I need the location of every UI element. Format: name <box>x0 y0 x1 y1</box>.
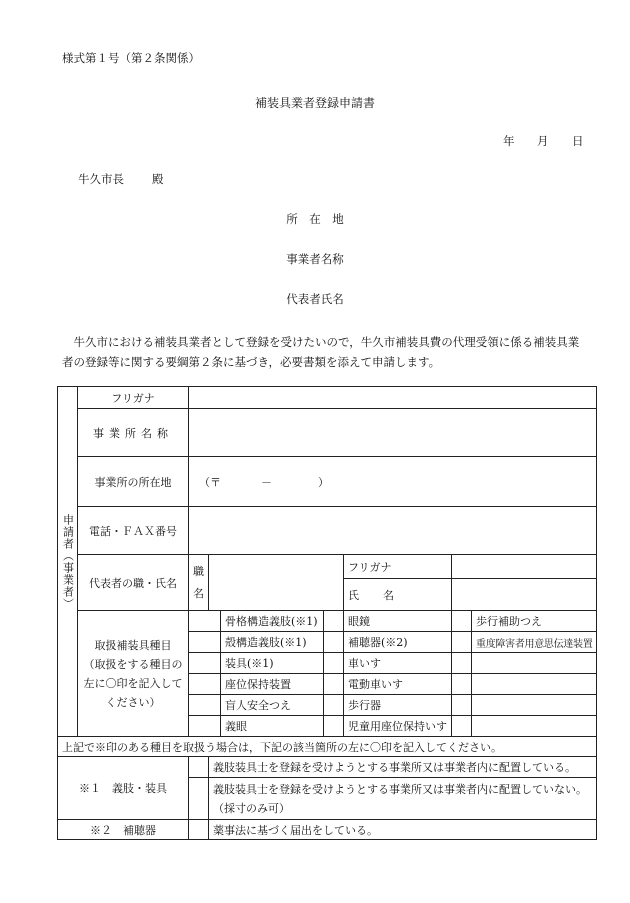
application-form-table <box>57 386 597 840</box>
postal-close: ） <box>318 475 329 489</box>
type-checkbox[interactable] <box>189 653 221 674</box>
addressee-name: 牛久市長 <box>78 172 124 186</box>
document-title: 補装具業者登録申請書 <box>254 96 375 110</box>
phone-fax-field[interactable] <box>189 507 597 555</box>
type-label: 車いす <box>344 653 452 674</box>
type-label: 盲人安全つえ <box>221 695 324 716</box>
limb-label: ※１ 義肢・装具 <box>58 757 189 820</box>
addressee-honorific: 殿 <box>152 172 164 186</box>
hearing-option: 薬事法に基づく届出をしている。 <box>209 820 597 840</box>
office-address-field[interactable] <box>189 457 597 507</box>
type-checkbox[interactable] <box>189 632 221 653</box>
type-label: 重度障害者用意思伝達装置 <box>472 632 597 653</box>
furigana-field[interactable] <box>189 387 597 409</box>
representative-label: 代表者の職・氏名 <box>78 555 189 611</box>
type-label: 児童用座位保持いす <box>344 716 452 737</box>
type-label: 義眼 <box>221 716 324 737</box>
postal-open: （〒 <box>199 475 221 489</box>
application-statement: 牛久市における補装具業者として登録を受けたいので，牛久市補装具費の代理受領に係る補装具業者の登録等に関する要綱第２条に基づき，必要書類を添えて申請します。 <box>62 335 580 369</box>
phone-fax-label: 電話・ＦＡＸ番号 <box>78 507 189 555</box>
type-checkbox[interactable] <box>189 611 221 632</box>
type-checkbox[interactable] <box>452 716 472 737</box>
position-field[interactable] <box>209 555 344 611</box>
position-label-1: 職 <box>193 564 204 578</box>
office-name-field[interactable] <box>189 409 597 457</box>
type-label: 電動車いす <box>344 674 452 695</box>
applicant-representative-label: 代表者氏名 <box>286 292 344 306</box>
type-label: 補聴器(※2) <box>344 632 452 653</box>
date-day: 日 <box>572 134 584 148</box>
type-checkbox[interactable] <box>452 653 472 674</box>
type-checkbox[interactable] <box>324 716 344 737</box>
type-checkbox[interactable] <box>452 611 472 632</box>
limb-option-2-note: （採寸のみ可） <box>213 801 290 815</box>
applicant-side-label: 申請者（事業者） <box>58 387 78 737</box>
device-types-label <box>78 611 189 737</box>
type-checkbox[interactable] <box>324 674 344 695</box>
type-checkbox[interactable] <box>324 632 344 653</box>
form-id: 様式第１号（第２条関係） <box>62 51 200 65</box>
date-month: 月 <box>537 134 549 148</box>
applicant-business-name-label: 事業者名称 <box>286 252 344 266</box>
device-types-title: 取扱補装具種目 <box>94 638 172 652</box>
type-checkbox[interactable] <box>452 695 472 716</box>
type-label: 歩行器 <box>344 695 452 716</box>
limb-option-1: 義肢装具士を登録を受けようとする事業所又は事業者内に配置している。 <box>209 757 597 778</box>
hearing-option-checkbox[interactable] <box>189 820 209 840</box>
type-label <box>472 674 597 695</box>
limb-option-2 <box>209 778 597 820</box>
type-checkbox[interactable] <box>452 632 472 653</box>
type-label: 眼鏡 <box>344 611 452 632</box>
limb-option-checkbox[interactable] <box>189 757 209 778</box>
type-label: 装具(※1) <box>221 653 324 674</box>
rep-name-label-2: 名 <box>383 588 394 602</box>
applicant-address-label: 所 在 地 <box>286 212 344 226</box>
type-label: 殻構造義肢(※1) <box>221 632 324 653</box>
office-address-label: 事業所の所在地 <box>78 457 189 507</box>
date-year: 年 <box>503 134 515 148</box>
position-label <box>189 555 209 611</box>
type-checkbox[interactable] <box>452 674 472 695</box>
position-label-2: 名 <box>193 586 204 600</box>
type-checkbox[interactable] <box>324 653 344 674</box>
type-checkbox[interactable] <box>189 674 221 695</box>
limb-option-2-main: 義肢装具士を登録を受けようとする事業所又は事業者内に配置していない。 <box>213 782 587 796</box>
type-label <box>472 716 597 737</box>
type-label: 歩行補助つえ <box>472 611 597 632</box>
addressee <box>78 171 164 187</box>
office-name-label: 事業所名称 <box>78 409 189 457</box>
rep-furigana-label: フリガナ <box>344 555 452 579</box>
rep-furigana-field[interactable] <box>452 555 597 579</box>
hearing-aid-label: ※２ 補聴器 <box>58 820 189 840</box>
type-label <box>472 695 597 716</box>
device-types-note: （取扱をする種目の左に〇印を記入してください） <box>83 657 183 709</box>
type-checkbox[interactable] <box>189 695 221 716</box>
type-checkbox[interactable] <box>189 716 221 737</box>
rep-name-label-1: 氏 <box>348 588 359 602</box>
type-label: 座位保持装置 <box>221 674 324 695</box>
rep-name-field[interactable] <box>452 579 597 611</box>
type-checkbox[interactable] <box>324 611 344 632</box>
limb-option-checkbox[interactable] <box>189 778 209 820</box>
rep-name-label <box>344 579 452 611</box>
star-note: 上記で※印のある種目を取扱う場合は，下記の該当箇所の左に〇印を記入してください。 <box>58 737 597 757</box>
type-label: 骨格構造義肢(※1) <box>221 611 324 632</box>
type-label <box>472 653 597 674</box>
furigana-label: フリガナ <box>78 387 189 409</box>
type-checkbox[interactable] <box>324 695 344 716</box>
postal-dash: － <box>261 475 272 489</box>
